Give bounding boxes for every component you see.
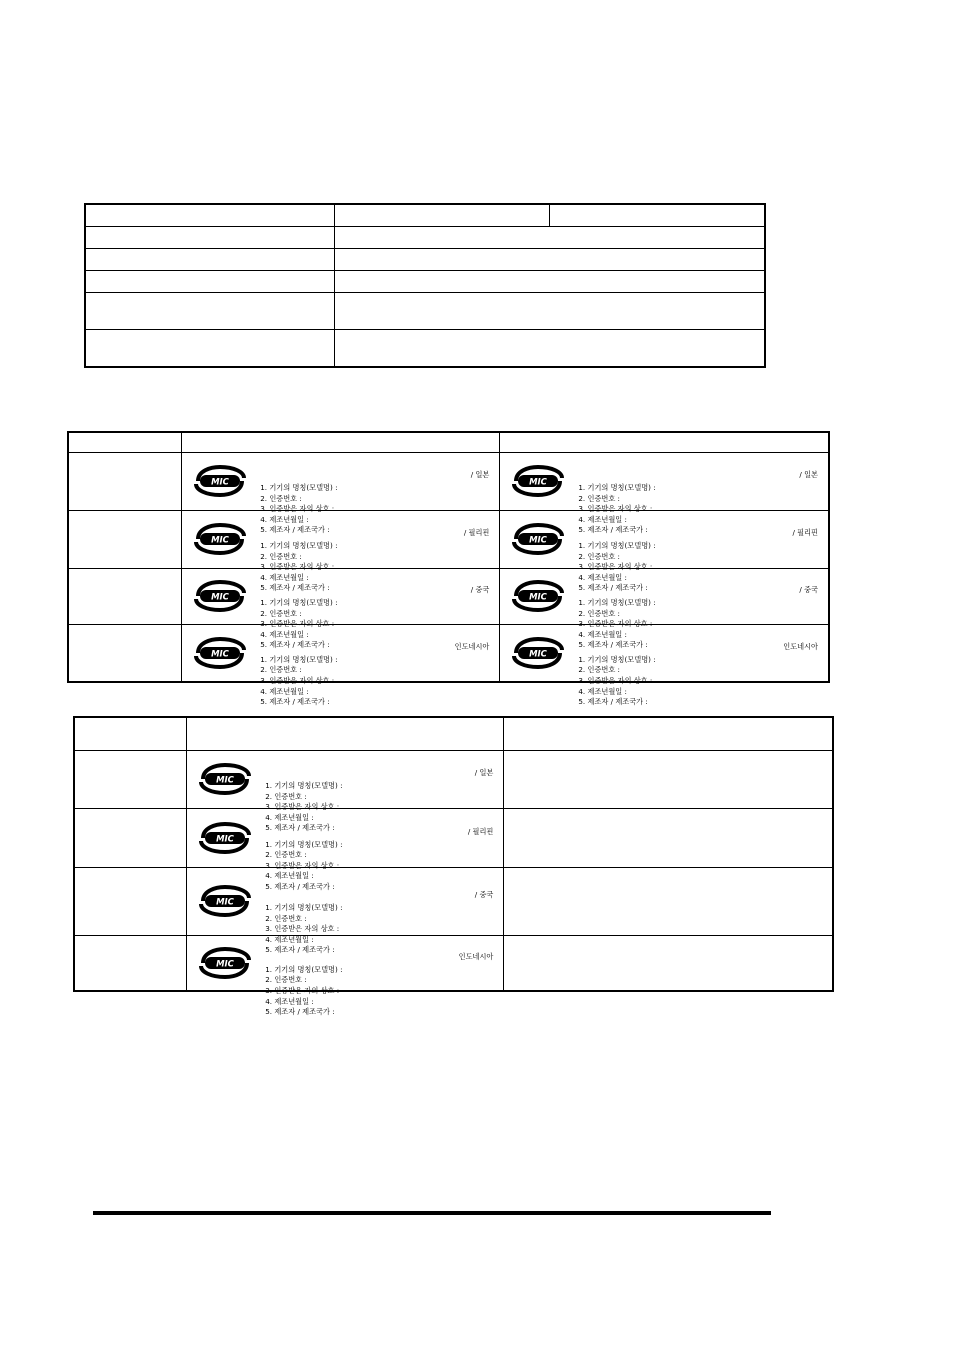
mic-logo-icon bbox=[508, 636, 568, 670]
label-line: 1. 기기의 명칭(모델명) : bbox=[260, 654, 338, 664]
mic-logo-text: MIC bbox=[216, 897, 235, 908]
label-lines bbox=[265, 781, 485, 834]
label-line: 1. 기기의 명칭(모델명) : bbox=[578, 483, 656, 492]
mark-table-two-column bbox=[67, 431, 830, 707]
label-line: 1. 기기의 명칭(모델명) : bbox=[265, 964, 343, 974]
label-line: 1. 기기의 명칭(모델명) : bbox=[265, 839, 343, 849]
label-line: 3. 인증받은 자의 상호 : bbox=[578, 619, 653, 629]
note-cell bbox=[504, 935, 833, 991]
country-text: / 필리핀 bbox=[467, 826, 494, 836]
label-line: 2. 인증번호 : bbox=[265, 850, 307, 860]
label-line: 5. 제조자 / 제조국가 : bbox=[260, 697, 330, 707]
label-line: 1. 기기의 명칭(모델명) : bbox=[265, 781, 343, 790]
country-text: / 중국 bbox=[799, 585, 818, 594]
label-lines bbox=[260, 483, 481, 536]
label-line: 5. 제조자 / 제조국가 : bbox=[265, 1007, 335, 1017]
info-cell bbox=[334, 271, 765, 293]
label-line: 1. 기기의 명칭(모델명) : bbox=[260, 483, 338, 492]
label-cell bbox=[74, 935, 187, 991]
info-cell bbox=[85, 249, 334, 271]
label-line: 3. 인증받은 자의 상호 : bbox=[578, 675, 653, 685]
label-line: 2. 인증번호 : bbox=[260, 608, 302, 618]
label-line: 5. 제조자 / 제조국가 : bbox=[265, 823, 335, 833]
note-cell bbox=[504, 808, 833, 867]
label-line: 2. 인증번호 : bbox=[265, 791, 307, 801]
label-line: 2. 인증번호 : bbox=[578, 665, 620, 675]
label-cell bbox=[68, 624, 182, 682]
label-line: 4. 제조년월일 : bbox=[265, 812, 314, 822]
mic-logo-text: MIC bbox=[216, 959, 235, 970]
label-lines bbox=[578, 541, 810, 594]
mic-logo-icon bbox=[195, 821, 255, 855]
label-lines bbox=[265, 965, 485, 1018]
label-line: 5. 제조자 / 제조국가 : bbox=[265, 945, 335, 955]
mic-logo-icon bbox=[508, 579, 568, 613]
label-line: 1. 기기의 명칭(모델명) : bbox=[578, 598, 656, 607]
label-lines bbox=[578, 598, 810, 651]
label-line: 4. 제조년월일 : bbox=[260, 686, 309, 696]
label-line: 4. 제조년월일 : bbox=[265, 996, 314, 1006]
label-line: 3. 인증받은 자의 상호 : bbox=[265, 860, 340, 870]
country-text: / 중국 bbox=[474, 890, 494, 899]
label-line: 1. 기기의 명칭(모델명) : bbox=[578, 541, 656, 550]
mic-logo-icon bbox=[508, 522, 568, 556]
info-cell bbox=[334, 249, 765, 271]
mic-logo-text: MIC bbox=[211, 477, 230, 488]
header-cell bbox=[187, 717, 504, 750]
label-line: 5. 제조자 / 제조국가 : bbox=[260, 640, 330, 650]
info-cell bbox=[85, 204, 334, 227]
label-line: 4. 제조년월일 : bbox=[578, 629, 627, 639]
mic-logo-icon bbox=[190, 579, 250, 613]
mic-logo-text: MIC bbox=[529, 535, 548, 546]
note-cell bbox=[504, 867, 833, 935]
info-table bbox=[84, 203, 766, 368]
header-cell bbox=[504, 717, 833, 750]
country-text: / 필리핀 bbox=[463, 528, 490, 537]
header-cell bbox=[182, 432, 500, 452]
country-text: 인도네시아 bbox=[454, 641, 490, 651]
label-line: 2. 인증번호 : bbox=[265, 913, 307, 923]
info-cell bbox=[334, 293, 765, 330]
info-cell bbox=[85, 227, 334, 249]
country-text: 인도네시아 bbox=[458, 951, 494, 961]
label-lines bbox=[578, 483, 810, 536]
country-text: / 필리핀 bbox=[792, 528, 818, 537]
mic-logo-text: MIC bbox=[211, 649, 230, 660]
label-cell bbox=[68, 452, 182, 510]
mic-logo-text: MIC bbox=[529, 592, 548, 603]
label-line: 2. 인증번호 : bbox=[578, 551, 620, 561]
mic-logo-text: MIC bbox=[529, 477, 548, 488]
mic-logo-text: MIC bbox=[216, 834, 235, 844]
info-cell bbox=[334, 330, 765, 368]
label-line: 4. 제조년월일 : bbox=[578, 686, 627, 696]
label-line: 3. 인증받은 자의 상호 : bbox=[260, 562, 335, 572]
label-line: 5. 제조자 / 제조국가 : bbox=[578, 640, 648, 650]
label-line: 5. 제조자 / 제조국가 : bbox=[265, 881, 335, 891]
label-line: 3. 인증받은 자의 상호 : bbox=[260, 619, 335, 629]
label-line: 3. 인증받은 자의 상호 : bbox=[578, 562, 653, 572]
country-text: / 일본 bbox=[474, 768, 494, 777]
label-line: 2. 인증번호 : bbox=[260, 665, 302, 675]
label-line: 5. 제조자 / 제조국가 : bbox=[578, 697, 648, 707]
note-cell bbox=[504, 750, 833, 808]
label-lines bbox=[260, 541, 481, 594]
label-lines bbox=[265, 903, 485, 956]
mic-logo-icon bbox=[195, 946, 255, 980]
label-line: 3. 인증받은 자의 상호 : bbox=[260, 675, 335, 685]
country-text: / 일본 bbox=[470, 470, 490, 479]
country-text: / 일본 bbox=[799, 470, 818, 479]
label-cell bbox=[68, 568, 182, 624]
header-cell bbox=[68, 432, 182, 452]
label-line: 2. 인증번호 : bbox=[265, 975, 307, 985]
label-line: 3. 인증받은 자의 상호 : bbox=[265, 985, 340, 995]
label-cell bbox=[74, 750, 187, 808]
label-cell bbox=[74, 867, 187, 935]
label-cell bbox=[68, 510, 182, 568]
label-line: 3. 인증받은 자의 상호 : bbox=[260, 504, 335, 514]
label-line: 2. 인증번호 : bbox=[260, 493, 302, 503]
label-line: 3. 인증받은 자의 상호 : bbox=[578, 504, 653, 514]
country-text: / 중국 bbox=[470, 585, 490, 594]
label-line: 2. 인증번호 : bbox=[578, 493, 620, 503]
label-line: 4. 제조년월일 : bbox=[265, 871, 314, 881]
mic-logo-text: MIC bbox=[529, 649, 548, 660]
mic-logo-icon bbox=[195, 762, 255, 796]
label-lines bbox=[260, 598, 481, 651]
country-text: 인도네시아 bbox=[783, 641, 818, 651]
label-lines bbox=[578, 655, 810, 708]
label-line: 5. 제조자 / 제조국가 : bbox=[578, 583, 648, 593]
label-line: 4. 제조년월일 : bbox=[265, 934, 314, 944]
label-line: 4. 제조년월일 : bbox=[578, 572, 627, 582]
label-line: 5. 제조자 / 제조국가 : bbox=[260, 525, 330, 535]
label-line: 2. 인증번호 : bbox=[578, 608, 620, 618]
info-cell bbox=[85, 271, 334, 293]
mic-logo-text: MIC bbox=[211, 535, 230, 546]
mic-logo-icon bbox=[195, 884, 255, 918]
label-line: 3. 인증받은 자의 상호 : bbox=[265, 802, 340, 812]
label-line: 4. 제조년월일 : bbox=[260, 514, 309, 524]
mic-logo-icon bbox=[190, 636, 250, 670]
mark-table-one-column bbox=[73, 716, 834, 1017]
mic-logo-text: MIC bbox=[216, 775, 235, 786]
mic-logo-icon bbox=[508, 464, 568, 498]
mic-logo-icon bbox=[190, 522, 250, 556]
label-line: 4. 제조년월일 : bbox=[260, 572, 309, 582]
info-cell bbox=[550, 204, 765, 227]
label-line: 1. 기기의 명칭(모델명) : bbox=[260, 598, 338, 607]
label-line: 4. 제조년월일 : bbox=[578, 514, 627, 524]
label-line: 4. 제조년월일 : bbox=[260, 629, 309, 639]
label-line: 1. 기기의 명칭(모델명) : bbox=[260, 541, 338, 550]
label-line: 3. 인증받은 자의 상호 : bbox=[265, 924, 340, 934]
label-line: 1. 기기의 명칭(모델명) : bbox=[578, 654, 656, 664]
mic-logo-text: MIC bbox=[211, 592, 230, 603]
info-cell bbox=[85, 330, 334, 368]
label-lines bbox=[265, 840, 485, 893]
header-cell bbox=[74, 717, 187, 750]
info-cell bbox=[334, 227, 765, 249]
label-lines bbox=[260, 655, 481, 708]
label-line: 1. 기기의 명칭(모델명) : bbox=[265, 903, 343, 912]
mic-logo-icon bbox=[190, 464, 250, 498]
info-cell bbox=[85, 293, 334, 330]
label-line: 2. 인증번호 : bbox=[260, 551, 302, 561]
bottom-rule bbox=[93, 1211, 771, 1215]
info-cell bbox=[334, 204, 549, 227]
label-line: 5. 제조자 / 제조국가 : bbox=[578, 525, 648, 535]
header-cell bbox=[500, 432, 829, 452]
label-cell bbox=[74, 808, 187, 867]
label-line: 5. 제조자 / 제조국가 : bbox=[260, 583, 330, 593]
